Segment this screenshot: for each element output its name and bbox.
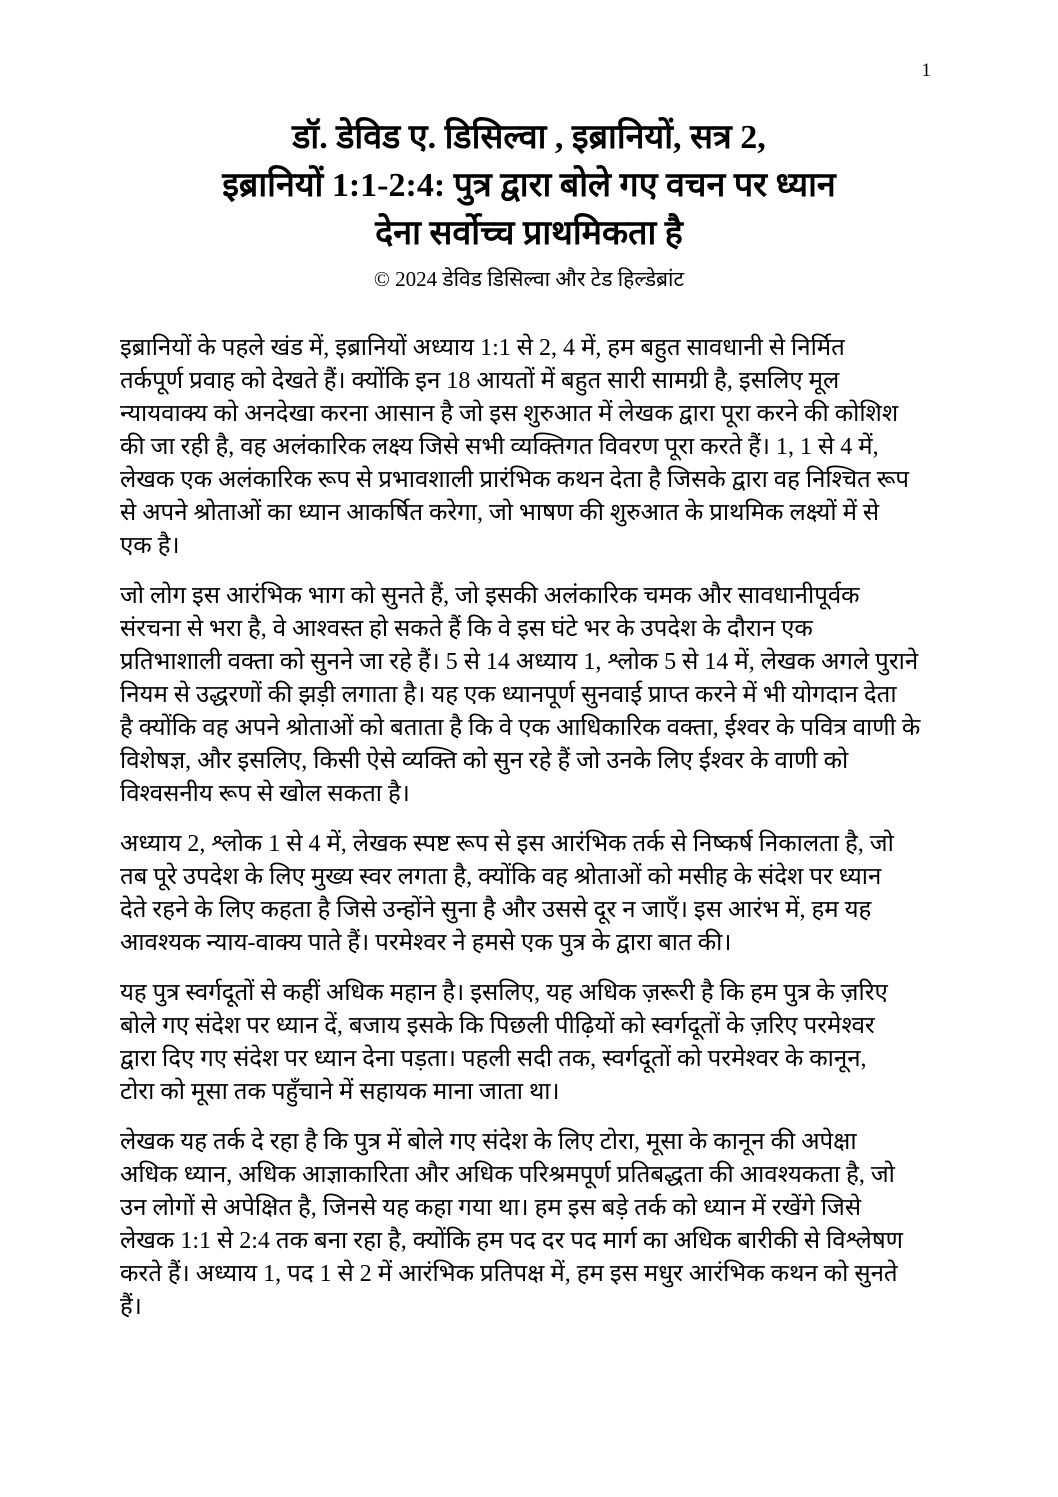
paragraph-3 (120, 828, 940, 960)
text-line: इब्रानियों 1:1-2:4: पुत्र द्वारा बोले गए वचन पर ध्यान (222, 167, 836, 204)
text-line: बोले गए संदेश पर ध्यान दें, बजाय इसके कि पिछली पीढ़ियों को स्वर्गदूतों के ज़रिए परमेश्वर (120, 1013, 875, 1039)
text-line: न्यायवाक्य को अनदेखा करना आसान है जो इस शुरुआत में लेखक द्वारा पूरा करने की कोशिश (120, 401, 899, 427)
text-line: तर्कपूर्ण प्रवाह को देखते हैं। क्योंकि इन 18 आयतों में बहुत सारी सामग्री है, इसलिए मूल (120, 368, 840, 394)
text-line: लेखक यह तर्क दे रहा है कि पुत्र में बोले गए संदेश के लिए टोरा, मूसा के कानून की अपेक्षा (120, 1129, 857, 1155)
text-line: अध्याय 2, श्लोक 1 से 4 में, लेखक स्पष्ट रूप से इस आरंभिक तर्क से निष्कर्ष निकालता है, जो (120, 831, 894, 857)
text-line: अधिक ध्यान, अधिक आज्ञाकारिता और अधिक परिश्रमपूर्ण प्रतिबद्धता की आवश्यकता है, जो (120, 1162, 895, 1188)
text-line: हैं। (120, 1294, 142, 1320)
text-line: इब्रानियों के पहले खंड में, इब्रानियों अध्याय 1:1 से 2, 4 में, हम बहुत सावधानी से निर्मित (120, 335, 845, 361)
paragraph-5 (120, 1126, 940, 1324)
text-line: नियम से उद्धरणों की झड़ी लगाता है। यह एक ध्यानपूर्ण सुनवाई प्राप्त करने में भी योगदान देता (120, 682, 897, 708)
text-line: द्वारा दिए गए संदेश पर ध्यान देना पड़ता। पहली सदी तक, स्वर्गदूतों को परमेश्वर के कानून, (120, 1046, 867, 1072)
text-line: टोरा को मूसा तक पहुँचाने में सहायक माना जाता था। (120, 1079, 560, 1105)
document-title (0, 0, 1058, 258)
text-line: यह पुत्र स्वर्गदूतों से कहीं अधिक महान है। इसलिए, यह अधिक ज़रूरी है कि हम पुत्र के ज़रिए (120, 980, 888, 1006)
paragraph-4 (120, 977, 940, 1109)
text-line: एक है। (120, 533, 180, 559)
paragraph-1 (120, 332, 940, 563)
text-line: डॉ. डेविड ए. डिसिल्वा , इब्रानियों, सत्र 2, (292, 119, 766, 156)
text-line: से अपने श्रोताओं का ध्यान आकर्षित करेगा, जो भाषण की शुरुआत के प्राथमिक लक्ष्यों में से (120, 500, 880, 526)
text-line: की जा रही है, वह अलंकारिक लक्ष्य जिसे सभी व्यक्तिगत विवरण पूरा करते हैं। 1, 1 से 4 में, (120, 434, 879, 460)
page-number: 1 (921, 60, 931, 81)
text-line: देते रहने के लिए कहता है जिसे उन्होंने सुना है और उससे दूर न जाएँ। इस आरंभ में, हम यह (120, 897, 872, 923)
text-line: जो लोग इस आरंभिक भाग को सुनते हैं, जो इसकी अलंकारिक चमक और सावधानीपूर्वक (120, 583, 860, 609)
text-line: विश्वसनीय रूप से खोल सकता है। (120, 781, 410, 807)
text-line: उन लोगों से अपेक्षित है, जिनसे यह कहा गया था। हम इस बड़े तर्क को ध्यान में रखेंगे जिसे (120, 1195, 862, 1221)
text-line: करते हैं। अध्याय 1, पद 1 से 2 में आरंभिक प्रतिपक्ष में, हम इस मधुर आरंभिक कथन को सुनते (120, 1261, 898, 1287)
text-line: है क्योंकि वह अपने श्रोताओं को बताता है कि वे एक आधिकारिक वक्ता, ईश्वर के पवित्र वाणी के (120, 715, 921, 741)
text-line: प्रतिभाशाली वक्ता को सुनने जा रहे हैं। 5 से 14 अध्याय 1, श्लोक 5 से 14 में, लेखक अगले पुराने (120, 649, 919, 675)
document-body (120, 332, 940, 1324)
paragraph-2 (120, 580, 940, 811)
text-line: तब पूरे उपदेश के लिए मुख्य स्वर लगता है, क्योंकि वह श्रोताओं को मसीह के संदेश पर ध्यान (120, 864, 882, 890)
text-line: संरचना से भरा है, वे आश्वस्त हो सकते हैं कि वे इस घंटे भर के उपदेश के दौरान एक (120, 616, 813, 642)
text-line: विशेषज्ञ, और इसलिए, किसी ऐसे व्यक्ति को सुन रहे हैं जो उनके लिए ईश्वर के वाणी को (120, 748, 849, 774)
text-line: लेखक एक अलंकारिक रूप से प्रभावशाली प्रारंभिक कथन देता है जिसके द्वारा वह निश्चित रूप (120, 467, 910, 493)
text-line: आवश्यक न्याय-वाक्य पाते हैं। परमेश्वर ने हमसे एक पुत्र के द्वारा बात की। (120, 930, 732, 956)
text-line: लेखक 1:1 से 2:4 तक बना रहा है, क्योंकि हम पद दर पद मार्ग का अधिक बारीकी से विश्लेषण (120, 1228, 904, 1254)
text-line: देना सर्वोच्च प्राथमिकता है (375, 215, 683, 252)
copyright-line: © 2024 डेविड डिसिल्वा और टेड हिल्डेब्रांट (373, 267, 685, 291)
